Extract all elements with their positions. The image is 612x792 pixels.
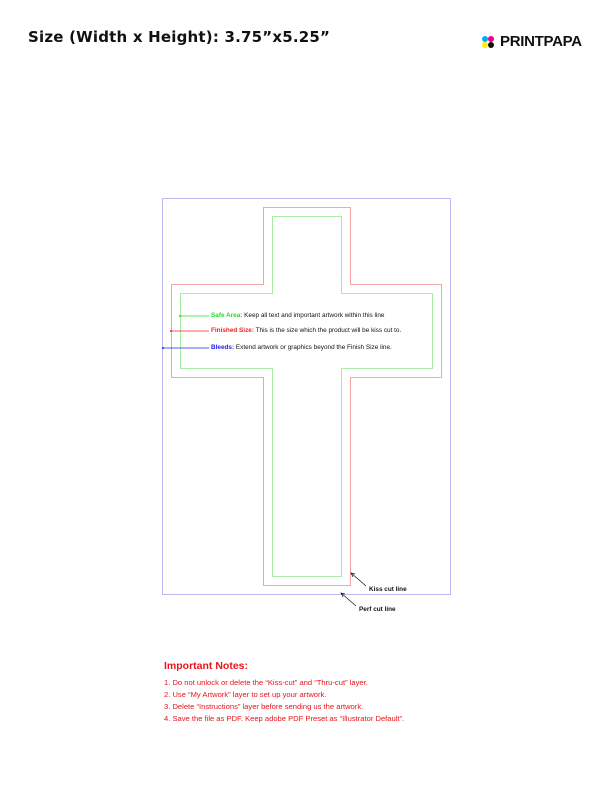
note-item: 1. Do not unlock or delete the “Kiss-cut” and “Thru-cut” layer. <box>164 678 368 687</box>
note-item: 2. Use “My Artwork” layer to set up your artwork. <box>164 690 327 699</box>
logo-text: PRINTPAPA <box>500 32 582 50</box>
legend-finished-text: This is the size which the product will be kiss cut to. <box>253 327 402 334</box>
perf-cut-label: Perf cut line <box>359 606 396 613</box>
legend-bleeds-label: Bleeds: <box>211 344 235 351</box>
kiss-cut-arrow <box>351 573 366 586</box>
kiss-cut-label: Kiss cut line <box>369 586 407 593</box>
size-title: Size (Width x Height): 3.75”x5.25” <box>28 28 331 46</box>
note-item: 3. Delete “Instructions” layer before sending us the artwork. <box>164 702 364 711</box>
notes-title: Important Notes: <box>164 660 248 672</box>
perf-cut-arrow <box>341 593 356 606</box>
legend-finished-size <box>211 327 401 334</box>
legend-bleeds <box>211 344 392 351</box>
perf-cut-line <box>163 199 451 595</box>
important-notes <box>164 660 404 725</box>
legend-bleeds-text: Extend artwork or graphics beyond the Finish Size line. <box>234 344 392 351</box>
finished-size-outline <box>172 208 442 586</box>
notes-list <box>164 677 404 725</box>
note-item: 4. Save the file as PDF. Keep adobe PDF Preset as “Illustrator Default”. <box>164 714 405 723</box>
legend-finished-label: Finished Size: <box>211 327 254 334</box>
legend-safe-text: Keep all text and important artwork within this line <box>242 312 385 319</box>
legend-safe-area <box>211 312 384 319</box>
safe-area-outline <box>181 217 433 577</box>
legend-safe-label: Safe Area: <box>211 312 243 319</box>
